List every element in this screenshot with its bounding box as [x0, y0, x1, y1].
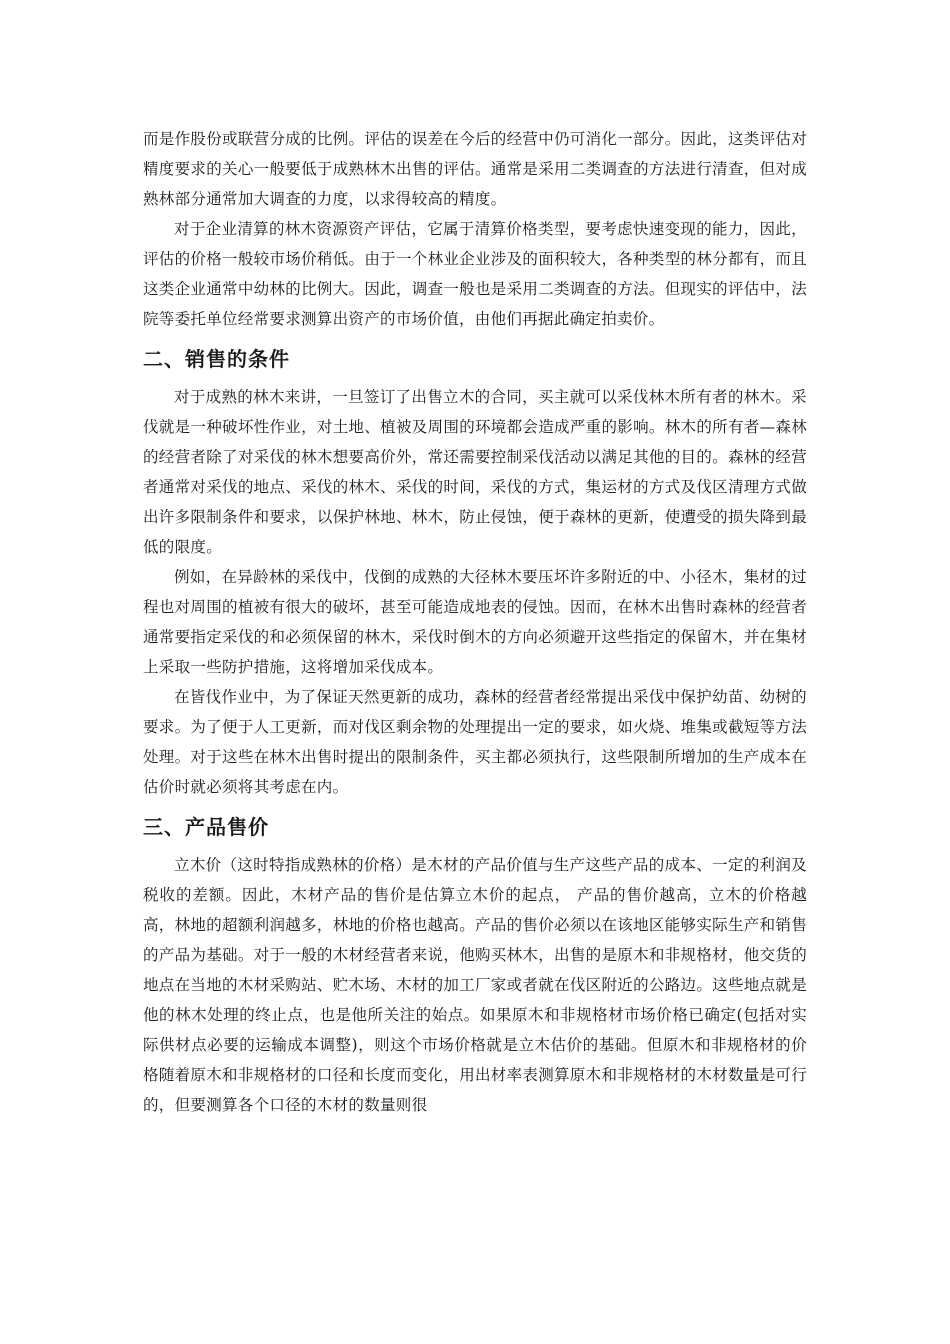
paragraph-continuation: 而是作股份或联营分成的比例。评估的误差在今后的经营中仍可消化一部分。因此，这类评估对精度要求的关心一般要低于成熟林木出售的评估。通常是采用二类调查的方法进行清查，但对成熟林部分通常加大调查的力度，以求得较高的精度。 — [143, 130, 807, 208]
paragraph-enterprise-liquidation: 对于企业清算的林木资源资产评估，它属于清算价格类型，要考虑快速变现的能力，因此，评估的价格一般较市场价稍低。由于一个林业企业涉及的面积较大，各种类型的林分都有，而且这类企业通常中幼林的比例大。因此，调查一般也是采用二类调查的方法。但现实的评估中，法院等委托单位经常要求测算出资产的市场价值，由他们再据此确定拍卖价。 — [143, 220, 807, 328]
paragraph-sales-conditions-3: 在皆伐作业中，为了保证天然更新的成功，森林的经营者经常提出采伐中保护幼苗、幼树的要求。为了便于人工更新，而对伐区剩余物的处理提出一定的要求，如火烧、堆集或截短等方法处理。对于这些在林木出售时提出的限制条件，买主都必须执行，这些限制所增加的生产成本在估价时就必须将其考虑在内。 — [143, 688, 807, 796]
paragraph-sales-conditions-2: 例如，在异龄林的采伐中，伐倒的成熟的大径林木要压坏许多附近的中、小径木，集材的过程也对周围的植被有很大的破坏，甚至可能造成地表的侵蚀。因而，在林木出售时森林的经营者通常要指定采伐的和必须保留的林木，采伐时倒木的方向必须避开这些指定的保留木，并在集材上采取一些防护措施，这将增加采伐成本。 — [143, 568, 807, 676]
paragraph-product-price-1: 立木价（这时特指成熟林的价格）是木材的产品价值与生产这些产品的成本、一定的利润及税收的差额。因此，木材产品的售价是估算立木价的起点， 产品的售价越高，立木的价格越高，林地的超额利润越多，林地的价格也越高。产品的售价必须以在该地区能够实际生产和销售的产品为基础。对于一般的木材经营者来说，他购买林木，出售的是原木和非规格材，他交货的地点在当地的木材采购站、贮木场、木材的加工厂家或者就在伐区附近的公路边。这些地点就是他的林木处理的终止点，也是他所关注的始点。如果原木和非规格材市场价格已确定(包括对实际供材点必要的运输成本调整)，则这个市场价格就是立木估价的基础。但原木和非规格材的价格随着原木和非规格材的口径和长度而变化，用出材率表测算原木和非规格材的木材数量是可行的，但要测算各个口径的木材的数量则很 — [143, 856, 807, 1114]
section-heading-sales-conditions: 二、销售的条件 — [143, 347, 290, 371]
paragraph-sales-conditions-1: 对于成熟的林木来讲，一旦签订了出售立木的合同，买主就可以采伐林木所有者的林木。采伐就是一种破坏性作业，对土地、植被及周围的环境都会造成严重的影响。林木的所有者—森林的经营者除了对采伐的林木想要高价外，常还需要控制采伐活动以满足其他的目的。森林的经营者通常对采伐的地点、采伐的林木、采伐的时间，采伐的方式，集运材的方式及伐区清理方式做出许多限制条件和要求，以保护林地、林木，防止侵蚀，便于森林的更新，使遭受的损失降到最低的限度。 — [143, 388, 807, 556]
section-heading-product-price: 三、产品售价 — [143, 815, 269, 839]
document-page — [143, 124, 807, 1120]
